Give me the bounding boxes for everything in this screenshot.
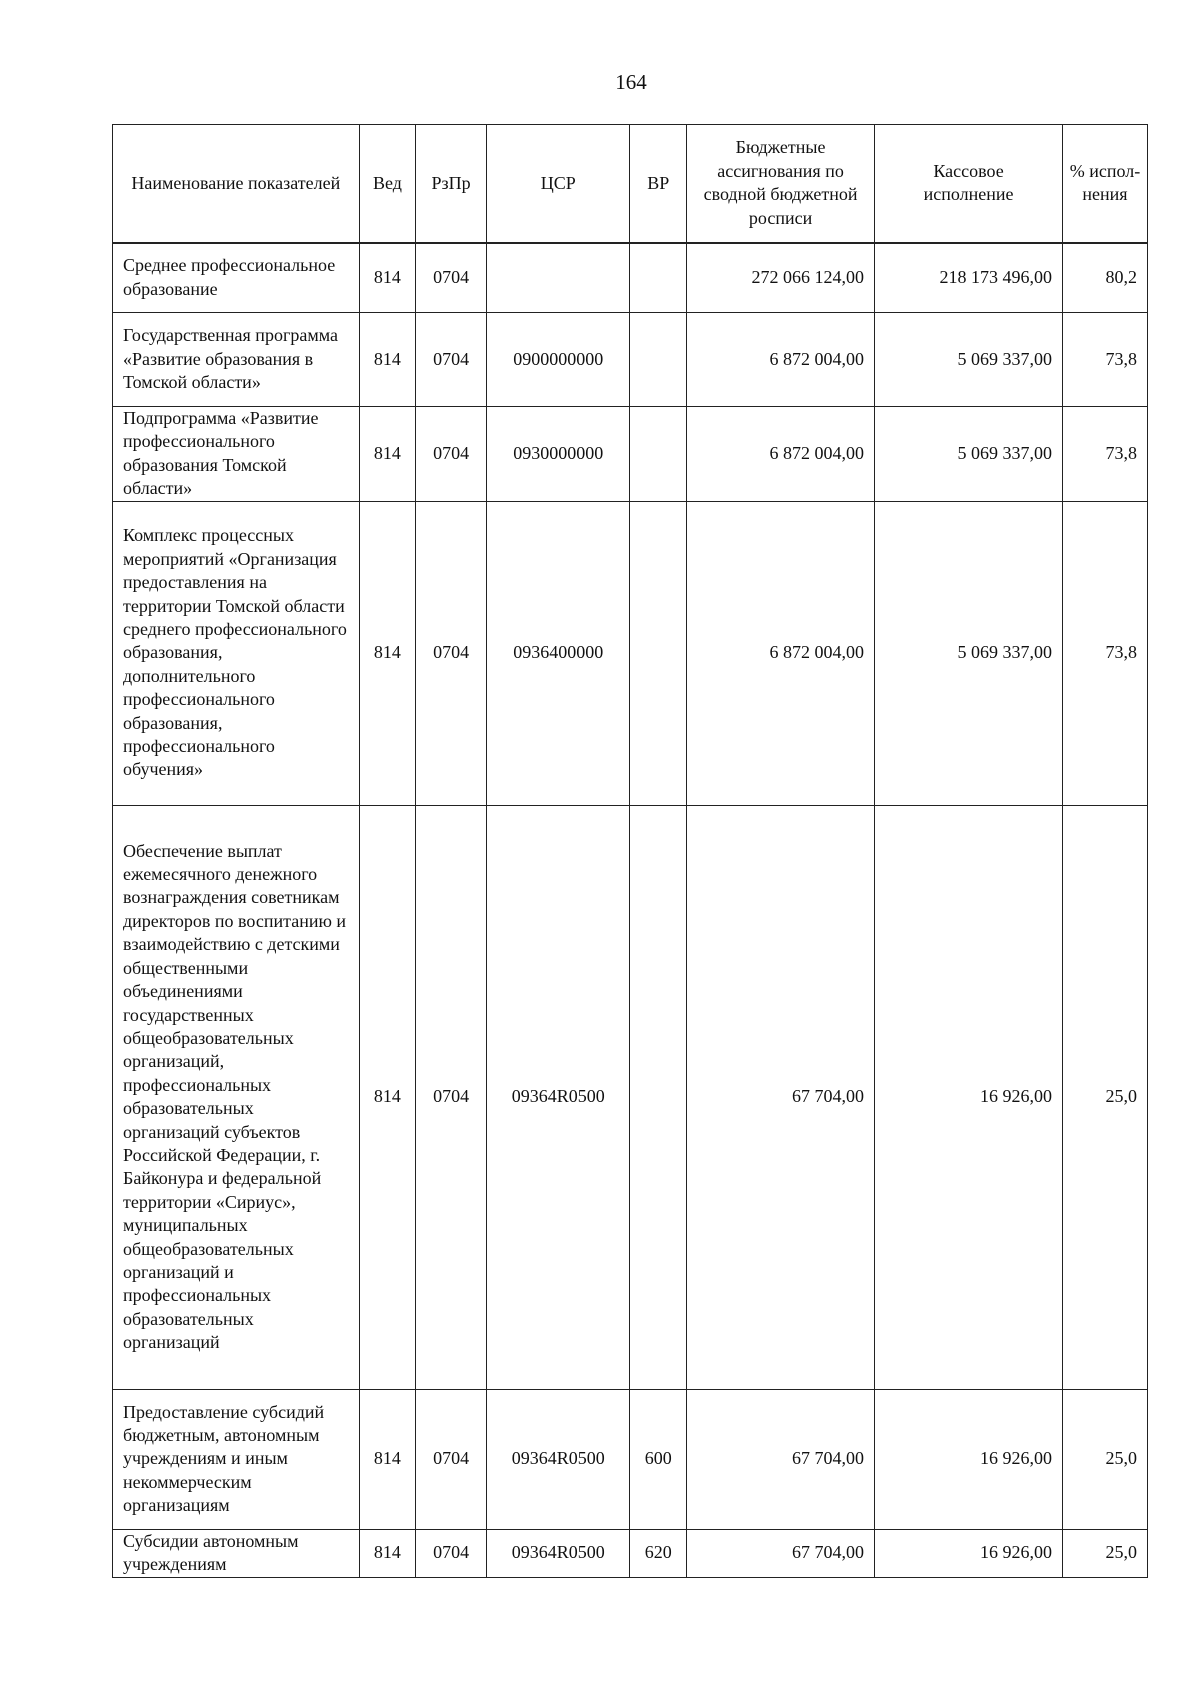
row-vr: 600 xyxy=(630,1389,687,1529)
row-ved: 814 xyxy=(359,313,416,407)
row-percent: 25,0 xyxy=(1063,805,1148,1389)
row-cash-execution: 5 069 337,00 xyxy=(875,313,1063,407)
row-percent: 25,0 xyxy=(1063,1389,1148,1529)
row-rzpr: 0704 xyxy=(416,313,487,407)
row-rzpr: 0704 xyxy=(416,407,487,502)
row-cash-execution: 5 069 337,00 xyxy=(875,501,1063,805)
row-name: Обеспечение выплат ежемесячного денежного вознаграждения советникам директоров по воспитанию и взаимодействию с детскими общественными объединениями государственных общеобразовательных организаций, профессиональных образовательных организаций субъектов Российской Федерации, г. Байконура и федеральной территории «Сириус», муниципальных общеобразовательных организаций и профессиональных образовательных организаций xyxy=(113,805,360,1389)
row-allocations: 6 872 004,00 xyxy=(687,501,875,805)
header-name: Наименование показателей xyxy=(113,125,360,243)
row-name: Субсидии автономным учреждениям xyxy=(113,1529,360,1577)
row-ved: 814 xyxy=(359,243,416,313)
row-csr: 0900000000 xyxy=(486,313,630,407)
table-row xyxy=(113,805,1148,1389)
header-ved: Вед xyxy=(359,125,416,243)
row-vr: 620 xyxy=(630,1529,687,1577)
row-csr: 0930000000 xyxy=(486,407,630,502)
row-rzpr: 0704 xyxy=(416,1389,487,1529)
row-cash-execution: 218 173 496,00 xyxy=(875,243,1063,313)
row-cash-execution: 16 926,00 xyxy=(875,1529,1063,1577)
row-csr xyxy=(486,243,630,313)
table-row xyxy=(113,243,1148,313)
row-ved: 814 xyxy=(359,407,416,502)
row-name: Предоставление субсидий бюджетным, автономным учреждениям и иным некоммерческим организациям xyxy=(113,1389,360,1529)
row-allocations: 6 872 004,00 xyxy=(687,407,875,502)
header-rzpr: РзПр xyxy=(416,125,487,243)
row-percent: 73,8 xyxy=(1063,313,1148,407)
row-ved: 814 xyxy=(359,501,416,805)
row-percent: 73,8 xyxy=(1063,501,1148,805)
table-row xyxy=(113,501,1148,805)
row-rzpr: 0704 xyxy=(416,243,487,313)
table-row xyxy=(113,1529,1148,1577)
header-allocations: Бюджетные ассигнования по сводной бюджетной росписи xyxy=(687,125,875,243)
header-percent: % испол-нения xyxy=(1063,125,1148,243)
table-header xyxy=(113,125,1148,243)
row-name: Подпрограмма «Развитие профессионального образования Томской области» xyxy=(113,407,360,502)
row-vr xyxy=(630,407,687,502)
table-row xyxy=(113,407,1148,502)
budget-execution-table xyxy=(112,124,1148,1578)
row-csr: 09364R0500 xyxy=(486,1529,630,1577)
row-percent: 73,8 xyxy=(1063,407,1148,502)
row-ved: 814 xyxy=(359,1389,416,1529)
row-rzpr: 0704 xyxy=(416,501,487,805)
row-cash-execution: 16 926,00 xyxy=(875,1389,1063,1529)
row-rzpr: 0704 xyxy=(416,805,487,1389)
header-row xyxy=(113,125,1148,243)
row-allocations: 6 872 004,00 xyxy=(687,313,875,407)
row-percent: 80,2 xyxy=(1063,243,1148,313)
header-csr: ЦСР xyxy=(486,125,630,243)
row-ved: 814 xyxy=(359,805,416,1389)
row-cash-execution: 5 069 337,00 xyxy=(875,407,1063,502)
row-name: Среднее профессиональное образование xyxy=(113,243,360,313)
row-csr: 09364R0500 xyxy=(486,805,630,1389)
row-csr: 09364R0500 xyxy=(486,1389,630,1529)
row-vr xyxy=(630,243,687,313)
header-cash-execution: Кассовое исполнение xyxy=(875,125,1063,243)
row-name: Комплекс процессных мероприятий «Организация предоставления на территории Томской области среднего профессионального образования, дополнительного профессионального образования, профессионального обучения» xyxy=(113,501,360,805)
row-allocations: 67 704,00 xyxy=(687,1529,875,1577)
header-vr: ВР xyxy=(630,125,687,243)
row-allocations: 67 704,00 xyxy=(687,1389,875,1529)
page-number: 164 xyxy=(615,70,647,94)
row-allocations: 67 704,00 xyxy=(687,805,875,1389)
table-row xyxy=(113,1389,1148,1529)
row-ved: 814 xyxy=(359,1529,416,1577)
row-rzpr: 0704 xyxy=(416,1529,487,1577)
row-csr: 0936400000 xyxy=(486,501,630,805)
row-percent: 25,0 xyxy=(1063,1529,1148,1577)
row-cash-execution: 16 926,00 xyxy=(875,805,1063,1389)
row-allocations: 272 066 124,00 xyxy=(687,243,875,313)
row-vr xyxy=(630,501,687,805)
table-body xyxy=(113,243,1148,1578)
row-vr xyxy=(630,805,687,1389)
row-vr xyxy=(630,313,687,407)
table-row xyxy=(113,313,1148,407)
row-name: Государственная программа «Развитие образования в Томской области» xyxy=(113,313,360,407)
